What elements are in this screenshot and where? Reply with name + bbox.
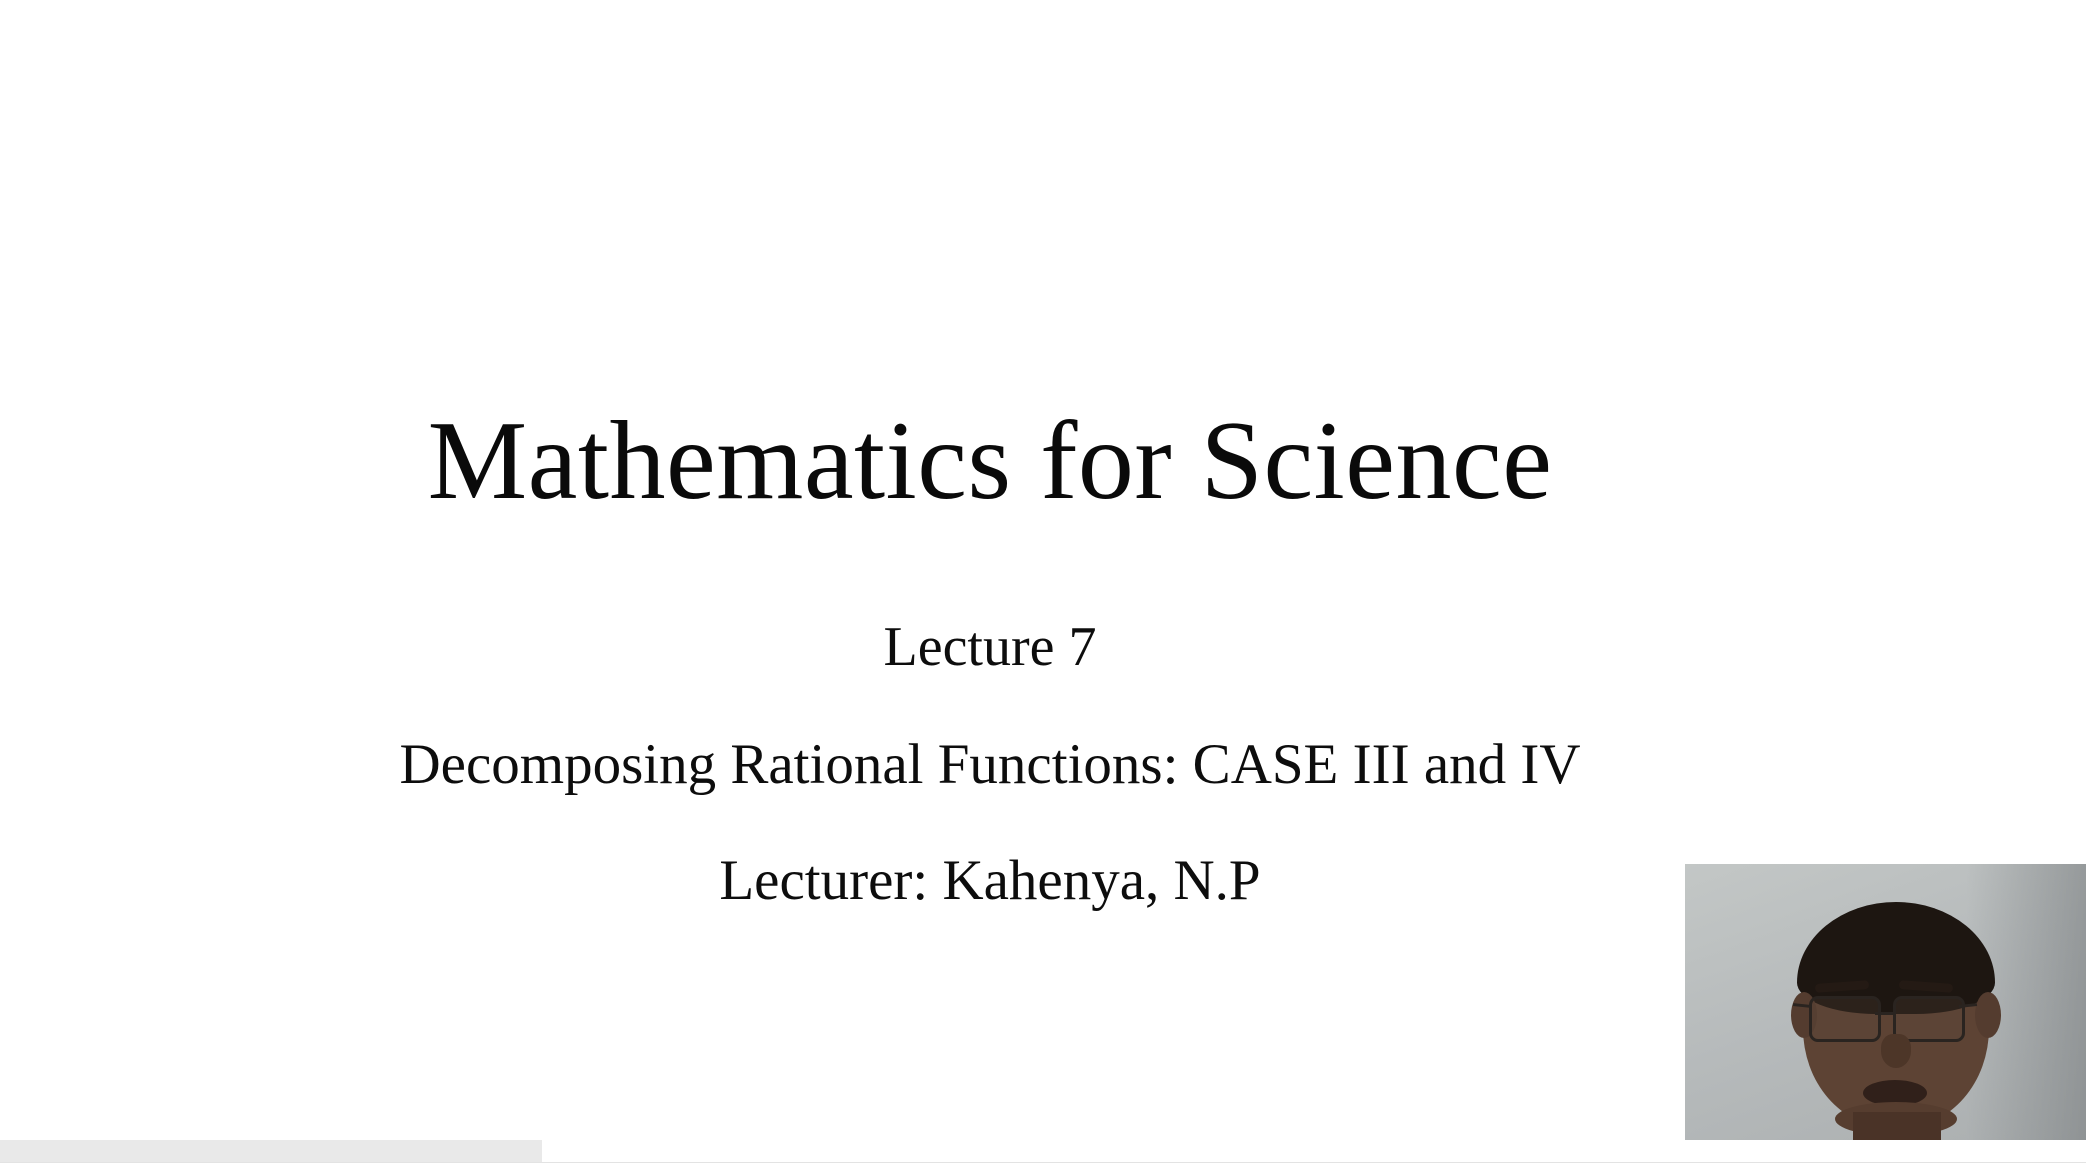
progress-bar-remaining	[542, 1140, 2086, 1162]
lecture-number: Lecture 7	[883, 616, 1097, 678]
lecture-topic: Decomposing Rational Functions: CASE III and IV	[399, 733, 1581, 796]
presenter-ear-right	[1975, 992, 2001, 1038]
progress-bar-fill	[0, 1140, 542, 1162]
presenter-video-overlay[interactable]	[1685, 864, 2086, 1175]
presenter-nose	[1881, 1034, 1911, 1068]
player-bottom-bar	[0, 1140, 2086, 1175]
player-bar-divider	[0, 1162, 2086, 1176]
progress-bar-track[interactable]	[0, 1140, 2086, 1162]
presenter-glasses-bridge	[1875, 1012, 1893, 1015]
presenter-glasses-left-lens	[1809, 996, 1881, 1042]
lecturer-name: Lecturer: Kahenya, N.P	[719, 849, 1261, 912]
slide-title: Mathematics for Science	[427, 399, 1553, 523]
